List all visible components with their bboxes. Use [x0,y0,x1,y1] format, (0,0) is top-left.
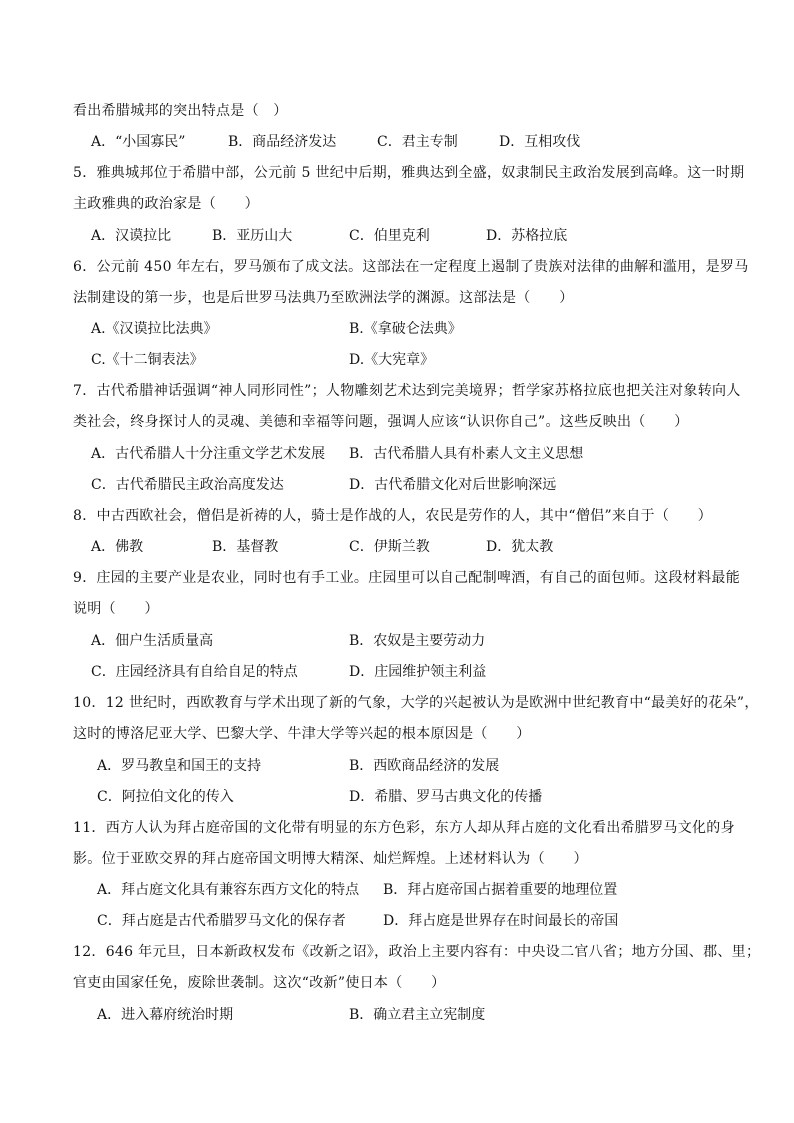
question-5-stem-line2: 主政雅典的政治家是（ ） [73,196,259,212]
option-b: B．农奴是主要劳动力 [349,633,486,649]
question-6-stem-line1: 6．公元前 450 年左右，罗马颁布了成文法。这部法在一定程度上遏制了贵族对法律的曲解和滥用，是罗马 [73,259,749,275]
option-a: A．拜占庭文化具有兼容东西方文化的特点 [97,882,360,898]
question-9-stem-line2: 说明（ ） [73,601,159,617]
question-7-stem-line2: 类社会，终身探讨人的灵魂、美德和幸福等问题，强调人应该“认识你自己”。这些反映出（ ） [73,414,689,430]
option-a: A．罗马教皇和国王的支持 [97,758,262,774]
option-a: A．古代希腊人十分注重文学艺术发展 [91,446,326,462]
option-a: A．进入幕府统治时期 [97,1007,234,1023]
question-12-stem-line1: 12．646 年元旦，日本新政权发布《改新之诏》，政治上主要内容有：中央设二官八省；地方分国、郡、里； [73,944,761,960]
option-b: B．亚历山大 [212,228,293,244]
question-12-stem-line2: 官吏由国家任免，废除世袭制。这次“改新”使日本（ ） [73,975,446,991]
option-d: D．苏格拉底 [486,228,568,244]
option-b: B．商品经济发达 [228,134,337,150]
option-a: A．“小国寡民” [91,134,186,150]
option-a: A．佃户生活质量高 [91,633,214,649]
option-d: D．互相攻伐 [499,134,581,150]
option-d: D.《大宪章》 [349,352,435,368]
option-b: B．基督教 [212,539,279,555]
option-b: B．西欧商品经济的发展 [349,758,500,774]
question-8-stem: 8．中古西欧社会，僧侣是祈祷的人，骑士是作战的人，农民是劳作的人，其中“僧侣”来自于（ ） [73,508,713,524]
question-11-stem-line1: 11．西方人认为拜占庭帝国的文化带有明显的东方色彩，东方人却从拜占庭的文化看出希腊罗马文化的身 [73,820,735,836]
option-c: C．君主专制 [377,134,458,150]
option-c: C．庄园经济具有自给自足的特点 [91,664,298,680]
question-11-stem-line2: 影。位于亚欧交界的拜占庭帝国文明博大精深、灿烂辉煌。上述材料认为（ ） [73,851,588,867]
option-d: D．希腊、罗马古典文化的传播 [349,789,543,805]
option-a: A.《汉谟拉比法典》 [91,321,218,337]
option-c: C．伊斯兰教 [349,539,430,555]
question-10-stem-line1: 10．12 世纪时，西欧教育与学术出现了新的气象，大学的兴起被认为是欧洲中世纪教育中“最美好的花朵”， [73,695,759,711]
question-10-stem-line2: 这时的博洛尼亚大学、巴黎大学、牛津大学等兴起的根本原因是（ ） [73,726,531,742]
option-c: C．古代希腊民主政治高度发达 [91,477,284,493]
question-9-stem-line1: 9．庄园的主要产业是农业，同时也有手工业。庄园里可以自己配制啤酒，有自己的面包师。这段材料最能 [73,570,741,586]
question-6-stem-line2: 法制建设的第一步，也是后世罗马法典乃至欧洲法学的渊源。这部法是（ ） [73,290,574,306]
option-d: D．犹太教 [486,539,554,555]
option-d: D．庄园维护领主利益 [349,664,487,680]
option-c: C．阿拉伯文化的传入 [97,789,234,805]
question-7-stem-line1: 7．古代希腊神话强调“神人同形同性”；人物雕刻艺术达到完美境界；哲学家苏格拉底也把关注对象转向人 [73,383,741,399]
option-b: B．拜占庭帝国占据着重要的地理位置 [383,882,618,898]
option-c: C．伯里克利 [349,228,430,244]
option-b: B．古代希腊人具有朴素人文主义思想 [349,446,584,462]
option-b: B.《拿破仑法典》 [349,321,462,337]
option-c: C.《十二铜表法》 [91,352,204,368]
option-c: C．拜占庭是古代希腊罗马文化的保存者 [97,913,346,929]
option-b: B．确立君主立宪制度 [349,1007,486,1023]
option-a: A．汉谟拉比 [91,228,172,244]
option-a: A．佛教 [91,539,144,555]
option-d: D．拜占庭是世界存在时间最长的帝国 [383,913,619,929]
question-4-stem-end: 看出希腊城邦的突出特点是（ ） [73,103,288,119]
option-d: D．古代希腊文化对后世影响深远 [349,477,557,493]
question-5-stem-line1: 5．雅典城邦位于希腊中部，公元前 5 世纪中后期，雅典达到全盛，奴隶制民主政治发展到高峰。这一时期 [73,165,745,181]
